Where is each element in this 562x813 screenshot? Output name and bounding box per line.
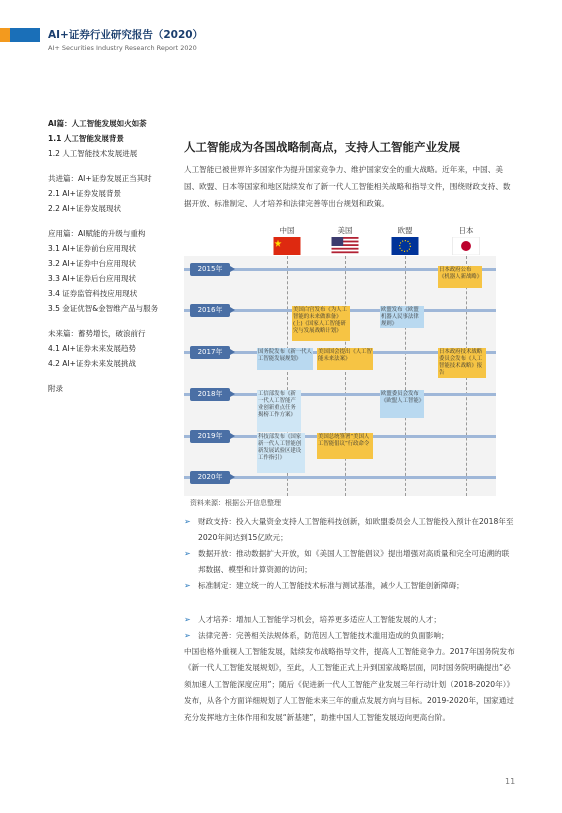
- timeline-event: 工信部发布《新一代人工智能产业创新重点任务揭榜工作方案》: [257, 390, 301, 432]
- country-label: 日本: [458, 226, 474, 235]
- header-accent-orange: [0, 28, 10, 42]
- timeline-event: 欧盟委员会发布《欧盟人工智能》: [380, 390, 424, 418]
- header-subtitle: AI+ Securities Industry Research Report 2020: [48, 44, 197, 52]
- header-title: AI+证券行业研究报告（2020）: [48, 29, 204, 41]
- bullet-item: [184, 628, 514, 644]
- year-label: 2019年: [190, 430, 230, 443]
- toc-item[interactable]: 3.5 金证优智&金智维产品与服务: [48, 304, 159, 313]
- arrow-bullet-icon: ➢: [184, 631, 191, 640]
- flag-china-icon: [273, 237, 301, 255]
- bullet-text: 财政支持：投入大量资金支持人工智能科技创新，如欧盟委员会人工智能投入预计在2018年至2020年间达到15亿欧元；: [198, 517, 514, 542]
- arrow-bullet-icon: ➢: [184, 615, 191, 624]
- country-label: 中国: [279, 226, 295, 235]
- toc-item[interactable]: 共进篇：AI+证券发展正当其时: [48, 174, 152, 183]
- arrow-bullet-icon: ➢: [184, 549, 191, 558]
- timeline-event: 欧盟发布《欧盟机器人民事法律规则》: [380, 306, 424, 328]
- toc-item[interactable]: 2.2 AI+证券发展现状: [48, 204, 121, 213]
- timeline-event: 美国总统签署“美国人工智能倡议”行政命令: [317, 433, 373, 459]
- flag-eu-icon: [391, 237, 419, 255]
- bullet-text: 数据开放：推动数据扩大开放，如《美国人工智能倡议》提出增强对高质量和完全可追溯的联邦数据、模型和计算资源的访问；: [198, 549, 510, 574]
- bullet-text: 标准制定：建立统一的人工智能技术标准与测试基准，减少人工智能创新障碍；: [198, 581, 464, 590]
- bullet-item: [184, 546, 514, 578]
- timeline-event: 科技部发布《国家新一代人工智能创新发展试验区建设工作指引》: [257, 433, 305, 473]
- timeline-event: 日本政府公布《机器人新战略》: [438, 266, 482, 288]
- year-label: 2018年: [190, 388, 230, 401]
- section-title: 人工智能成为各国战略制高点，支持人工智能产业发展: [184, 140, 460, 154]
- toc-item[interactable]: 3.1 AI+证券前台应用现状: [48, 244, 136, 253]
- toc-item[interactable]: 2.1 AI+证券发展背景: [48, 189, 121, 198]
- timeline-event: 国务院发布《新一代人工智能发展规划》: [257, 348, 313, 370]
- toc-item[interactable]: 4.1 AI+证券未来发展趋势: [48, 344, 136, 353]
- closing-paragraph: 中国也格外重视人工智能发展，陆续发布战略指导文件，提高人工智能竞争力。2017年国务院发布《新一代人工智能发展规划》，至此，人工智能正式上升到国家战略层面，同时国务院明确提出“必须加速人工智能深度应用”；随后《促进新一代人工智能产业发展三年行动计划（2018-2020年）》发布，从各个方面详细规划了人工智能未来三年的重点发展方向与目标。2019-2020年，国家通过充分发挥地方主体作用和发展“新基建”，助推中国人工智能发展迈向更高台阶。: [184, 647, 515, 722]
- toc-item[interactable]: 1.1 人工智能发展背景: [48, 134, 124, 143]
- policy-timeline: [184, 224, 496, 496]
- bullet-item: [184, 514, 514, 546]
- toc-item[interactable]: 3.4 证券监管科技应用现状: [48, 289, 138, 298]
- toc-item[interactable]: 3.2 AI+证券中台应用现状: [48, 259, 136, 268]
- toc-item[interactable]: AI篇：人工智能发展如火如荼: [48, 119, 147, 128]
- toc-item[interactable]: 3.3 AI+证券后台应用现状: [48, 274, 136, 283]
- timeline-event: 美国国会提出《人工智能未来法案》: [317, 348, 373, 370]
- header-accent-blue: [10, 28, 40, 42]
- toc-item[interactable]: 应用篇：AI赋能的升级与重构: [48, 229, 146, 238]
- column-divider: [405, 256, 406, 496]
- intro-paragraph: 人工智能已被世界许多国家作为提升国家竞争力、维护国家安全的重大战略。近年来，中国、美国、欧盟、日本等国家和地区陆续发布了新一代人工智能相关战略和指导文件，围绕财政支持、数据开放、标准制定、人才培养和法律完善等出台规划和政策。: [184, 165, 511, 208]
- toc-item[interactable]: 1.2 人工智能技术发展进展: [48, 149, 138, 158]
- bullet-item: [184, 612, 514, 628]
- page-number: 11: [505, 777, 516, 786]
- toc-item[interactable]: 未来篇：蓄势增长，破浪前行: [48, 329, 146, 338]
- year-label: 2016年: [190, 304, 230, 317]
- flag-usa-icon: [331, 237, 359, 255]
- flag-japan-icon: [452, 237, 480, 255]
- table-of-contents: [48, 116, 183, 396]
- column-divider: [345, 256, 346, 496]
- country-label: 美国: [337, 226, 353, 235]
- arrow-bullet-icon: ➢: [184, 517, 191, 526]
- year-label: 2015年: [190, 263, 230, 276]
- country-label: 欧盟: [397, 226, 413, 235]
- year-label: 2020年: [190, 471, 230, 484]
- bullet-text: 人才培养：增加人工智能学习机会，培养更多适应人工智能发展的人才；: [198, 615, 441, 624]
- arrow-bullet-icon: ➢: [184, 581, 191, 590]
- bullet-text: 法律完善：完善相关法规体系，防范因人工智能技术滥用造成的负面影响；: [198, 631, 449, 640]
- toc-item[interactable]: 附录: [48, 384, 63, 393]
- timeline-event: 美国白宫发布《为人工智能的未来做准备》(上)《国家人工智能研究与发展战略计划》: [292, 306, 350, 341]
- source-note: 资料来源：根据公开信息整理: [190, 499, 281, 507]
- toc-item[interactable]: 4.2 AI+证券未来发展挑战: [48, 359, 136, 368]
- timeline-event: 日本政府技术战略委员会发布《人工智能技术战略》报告: [438, 348, 486, 378]
- year-label: 2017年: [190, 346, 230, 359]
- bullet-item: [184, 578, 514, 594]
